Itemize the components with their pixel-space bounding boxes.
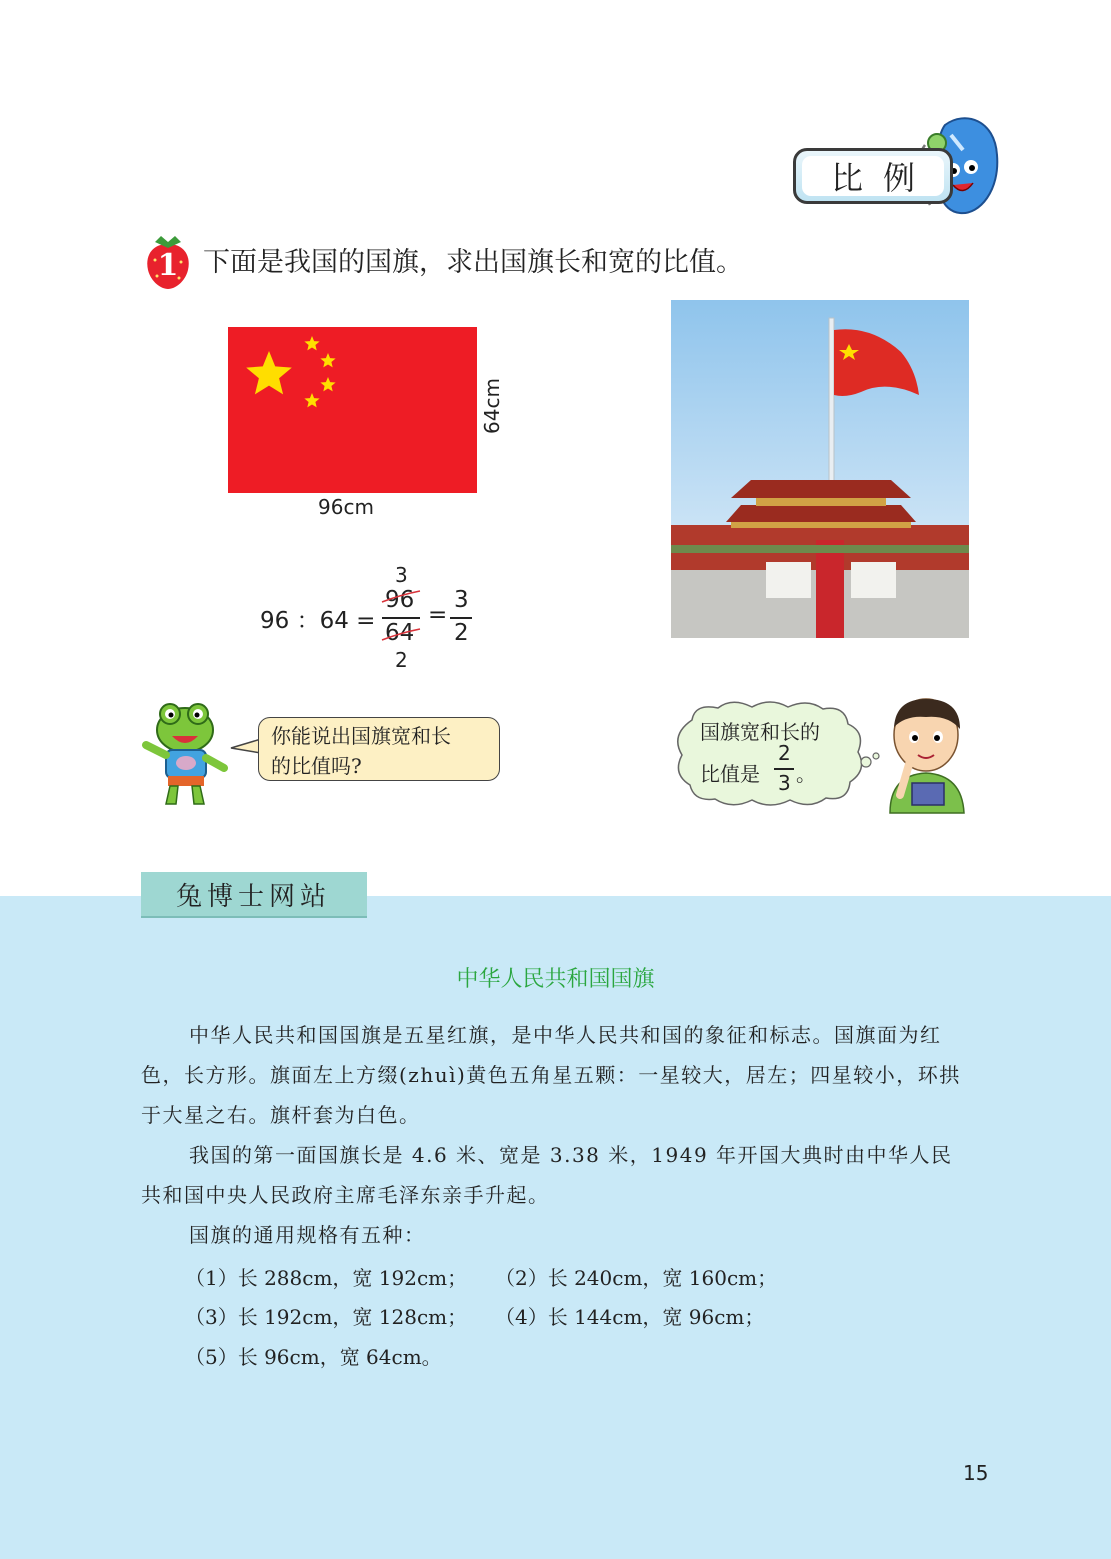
spec-item-3: （3）长 192cm，宽 128cm； <box>185 1305 468 1329</box>
flag-stars-icon <box>228 327 477 493</box>
question-number: 1 <box>157 248 179 283</box>
equation-reduced-top: 3 <box>395 563 408 587</box>
website-paragraph-3-text: 国旗的通用规格有五种： <box>189 1223 426 1247</box>
question-text: 下面是我国的国旗，求出国旗长和宽的比值。 <box>203 247 743 278</box>
speech-right-numerator: 2 <box>778 741 791 765</box>
speech-right-suffix: 。 <box>796 762 816 786</box>
chinese-flag-diagram <box>228 327 477 493</box>
chapter-title-tab <box>793 148 953 204</box>
speech-left-line2: 的比值吗? <box>271 754 362 778</box>
flag-width-label: 96cm <box>318 495 374 519</box>
page-number: 15 <box>963 1461 989 1485</box>
equation-denominator: 64 <box>385 620 415 646</box>
spec-item-1: （1）长 288cm，宽 192cm； <box>185 1266 468 1290</box>
website-paragraph-1 <box>141 1015 971 1135</box>
equation-reduced-bottom: 2 <box>395 648 408 672</box>
speech-right-prefix: 比值是 <box>700 762 760 786</box>
equation-equals: = <box>428 602 448 628</box>
speech-right-denominator: 3 <box>778 771 791 795</box>
spec-item-4: （4）长 144cm，宽 96cm； <box>495 1305 765 1329</box>
equation-result-bar <box>450 617 472 619</box>
chapter-title: 比例 <box>802 156 944 196</box>
website-paragraph-3 <box>141 1215 971 1255</box>
frog-character <box>140 700 235 810</box>
website-title: 中华人民共和国国旗 <box>456 967 655 992</box>
cancel-strokes <box>380 585 425 645</box>
equation-result-denominator: 2 <box>454 620 469 646</box>
speech-left-line1: 你能说出国旗宽和长 <box>271 724 451 748</box>
equation-result-numerator: 3 <box>454 587 469 613</box>
tiananmen-photo <box>671 300 969 638</box>
spec-item-5: （5）长 96cm，宽 64cm。 <box>185 1345 442 1369</box>
question-number-badge <box>143 232 193 290</box>
equation-numerator: 96 <box>385 587 415 613</box>
boy-character <box>882 695 972 815</box>
spec-item-2: （2）长 240cm，宽 160cm； <box>495 1266 778 1290</box>
website-tab: 兔博士网站 <box>141 872 367 918</box>
website-paragraph-2 <box>141 1135 971 1215</box>
speech-right-line1: 国旗宽和长的 <box>700 720 820 744</box>
speech-right-fraction-bar <box>774 768 794 770</box>
website-paragraph-2-text: 我国的第一面国旗长是 4.6 米、宽是 3.38 米，1949 年开国大典时由中华人民共和国中央人民政府主席毛泽东亲手升起。 <box>141 1143 953 1207</box>
website-paragraph-1-text: 中华人民共和国国旗是五星红旗，是中华人民共和国的象征和标志。国旗面为红色，长方形。旗面左上方缀(zhuì)黄色五角星五颗：一星较大，居左；四星较小，环拱于大星之右。旗杆套为白色。 <box>141 1023 961 1127</box>
speech-bubble-left <box>258 717 500 781</box>
flag-height-label: 64cm <box>480 378 504 434</box>
equation-lhs: 96 ：64 = <box>260 608 376 634</box>
